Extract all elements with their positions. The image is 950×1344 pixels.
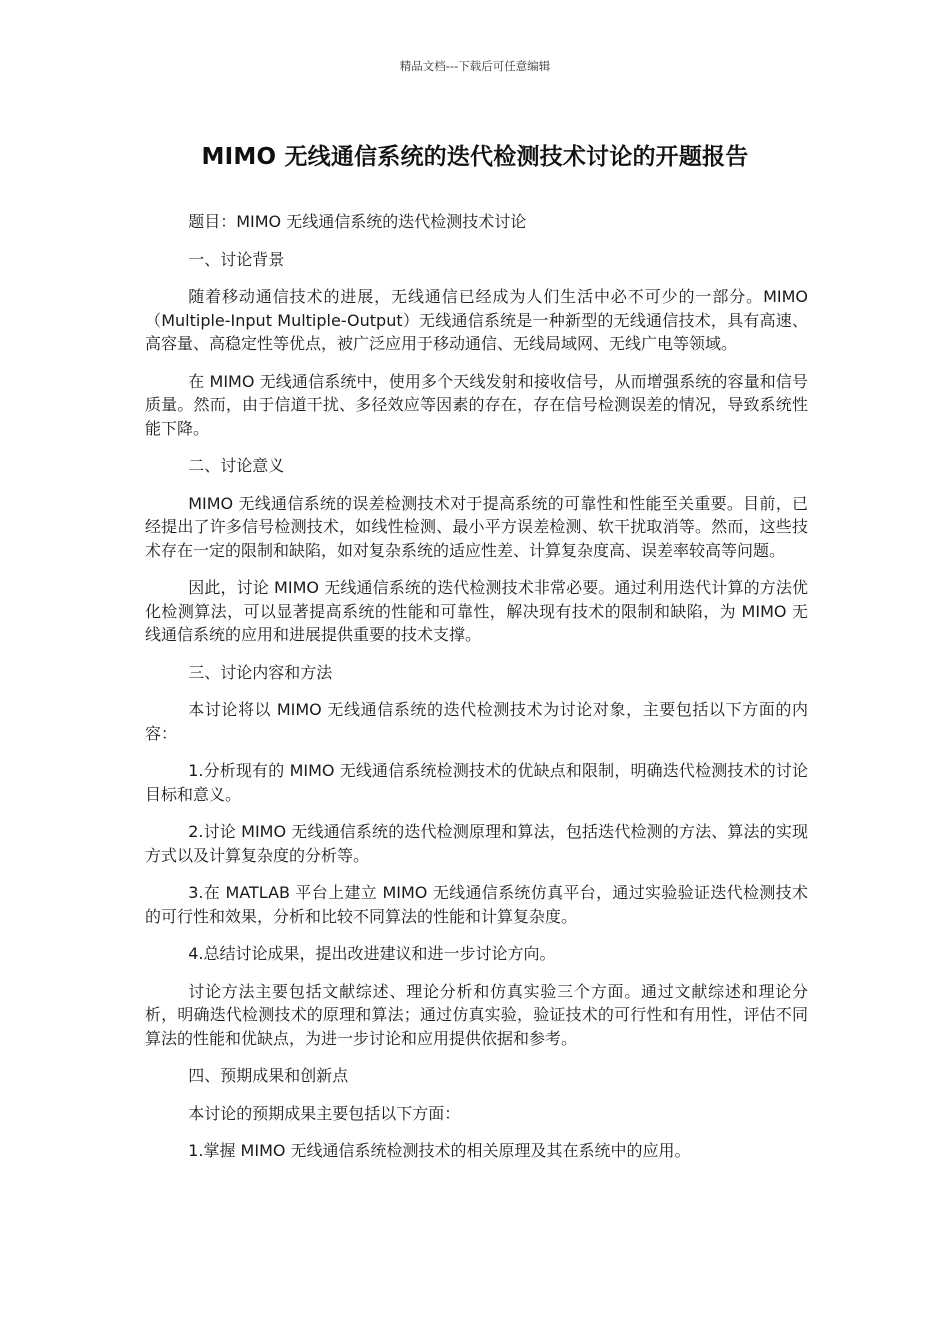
section-heading-outcomes: 四、预期成果和创新点 <box>188 1066 349 1085</box>
section-heading-significance: 二、讨论意义 <box>188 456 285 475</box>
significance-paragraph-1: MIMO 无线通信系统的误差检测技术对于提高系统的可靠性和性能至关重要。目前，已经提出了许多信号检测技术，如线性检测、最小平方误差检测、软干扰取消等。然而，这些技术存在一定的限制和缺陷，如对复杂系统的适应性差、计算复杂度高、误差率较高等问题。 <box>145 493 808 560</box>
content-item-3: 3.在 MATLAB 平台上建立 MIMO 无线通信系统仿真平台，通过实验验证迭代检测技术的可行性和效果，分析和比较不同算法的性能和计算复杂度。 <box>145 883 808 926</box>
content-item-1: 1.分析现有的 MIMO 无线通信系统检测技术的优缺点和限制，明确迭代检测技术的讨论目标和意义。 <box>145 761 808 804</box>
topic-line: 题目：MIMO 无线通信系统的迭代检测技术讨论 <box>188 212 527 231</box>
content-item-4: 4.总结讨论成果，提出改进建议和进一步讨论方向。 <box>188 944 556 963</box>
section-heading-content-method: 三、讨论内容和方法 <box>188 662 333 682</box>
content-intro-paragraph: 本讨论将以 MIMO 无线通信系统的迭代检测技术为讨论对象，主要包括以下方面的内容： <box>145 700 808 743</box>
outcome-item-1: 1.掌握 MIMO 无线通信系统检测技术的相关原理及其在系统中的应用。 <box>188 1141 691 1160</box>
outcomes-intro-paragraph: 本讨论的预期成果主要包括以下方面： <box>188 1103 461 1123</box>
background-paragraph-2: 在 MIMO 无线通信系统中，使用多个天线发射和接收信号，从而增强系统的容量和信号质量。然而，由于信道干扰、多径效应等因素的存在，存在信号检测误差的情况，导致系统性能下降。 <box>145 371 808 438</box>
method-paragraph: 讨论方法主要包括文献综述、理论分析和仿真实验三个方面。通过文献综述和理论分析，明确迭代检测技术的原理和算法；通过仿真实验，验证技术的可行性和有用性，评估不同算法的性能和优缺点，为进一步讨论和应用提供依据和参考。 <box>145 981 808 1048</box>
section-heading-background: 一、讨论背景 <box>188 249 285 269</box>
document-title: MIMO 无线通信系统的迭代检测技术讨论的开题报告 <box>201 144 749 170</box>
content-item-2: 2.讨论 MIMO 无线通信系统的迭代检测原理和算法，包括迭代检测的方法、算法的实现方式以及计算复杂度的分析等。 <box>145 822 808 865</box>
background-paragraph-1: 随着移动通信技术的进展，无线通信已经成为人们生活中必不可少的一部分。MIMO（Multiple-Input Multiple-Output）无线通信系统是一种新型的无线通信技术，具有高速、高容量、高稳定性等优点，被广泛应用于移动通信、无线局域网、无线广电等领域。 <box>145 287 808 353</box>
significance-paragraph-2: 因此，讨论 MIMO 无线通信系统的迭代检测技术非常必要。通过利用迭代计算的方法优化检测算法，可以显著提高系统的性能和可靠性，解决现有技术的限制和缺陷，为 MIMO 无线通信系统的应用和进展提供重要的技术支撑。 <box>145 578 808 644</box>
page-header-watermark: 精品文档---下载后可任意编辑 <box>399 59 551 73</box>
document-body <box>145 210 808 1177</box>
